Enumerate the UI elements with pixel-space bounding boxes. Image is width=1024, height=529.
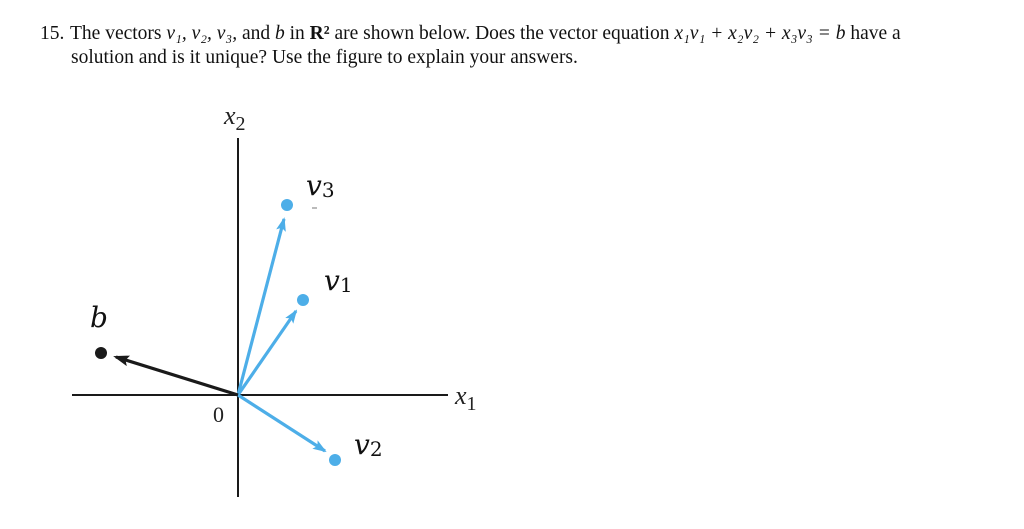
vector-b-label: b — [90, 301, 108, 334]
vector-b-tip-point — [95, 347, 107, 359]
space-symbol: R² — [309, 23, 330, 44]
vector-equation: x₁v₁ + x₂v₂ + x₃v₃ = b — [674, 23, 846, 44]
vector-v1-label: v1 — [324, 264, 353, 297]
vector-v2-tip-point — [329, 454, 341, 466]
problem-number: 15. — [40, 23, 65, 44]
text-segment: are shown below. Does the vector equation — [329, 23, 675, 44]
text-segment: have a — [845, 23, 901, 44]
vector-list: v₁, v₂, v₃, — [166, 23, 238, 44]
vector-v3-arrow — [238, 219, 284, 395]
x2-axis-label: $x_2$ — [224, 101, 246, 135]
x1-axis-label: $x_1$ — [455, 381, 477, 415]
vector-v3-tip-point — [281, 199, 293, 211]
vector-b-inline: b — [274, 23, 285, 44]
text-segment: in — [284, 23, 310, 44]
vector-v2-label: v2 — [354, 428, 383, 461]
origin-label: 0 — [213, 402, 224, 427]
vector-b-arrow — [116, 357, 238, 395]
vector-v1-tip-point — [297, 294, 309, 306]
vector-v2-arrow — [238, 395, 325, 451]
problem-line-2: solution and is it unique? Use the figure to explain your answers. — [71, 47, 578, 68]
vector-v3-label: v3 — [306, 169, 335, 202]
text-segment: and — [237, 23, 275, 44]
vector-v1-arrow — [238, 311, 296, 395]
text-segment: The vectors — [70, 23, 167, 44]
